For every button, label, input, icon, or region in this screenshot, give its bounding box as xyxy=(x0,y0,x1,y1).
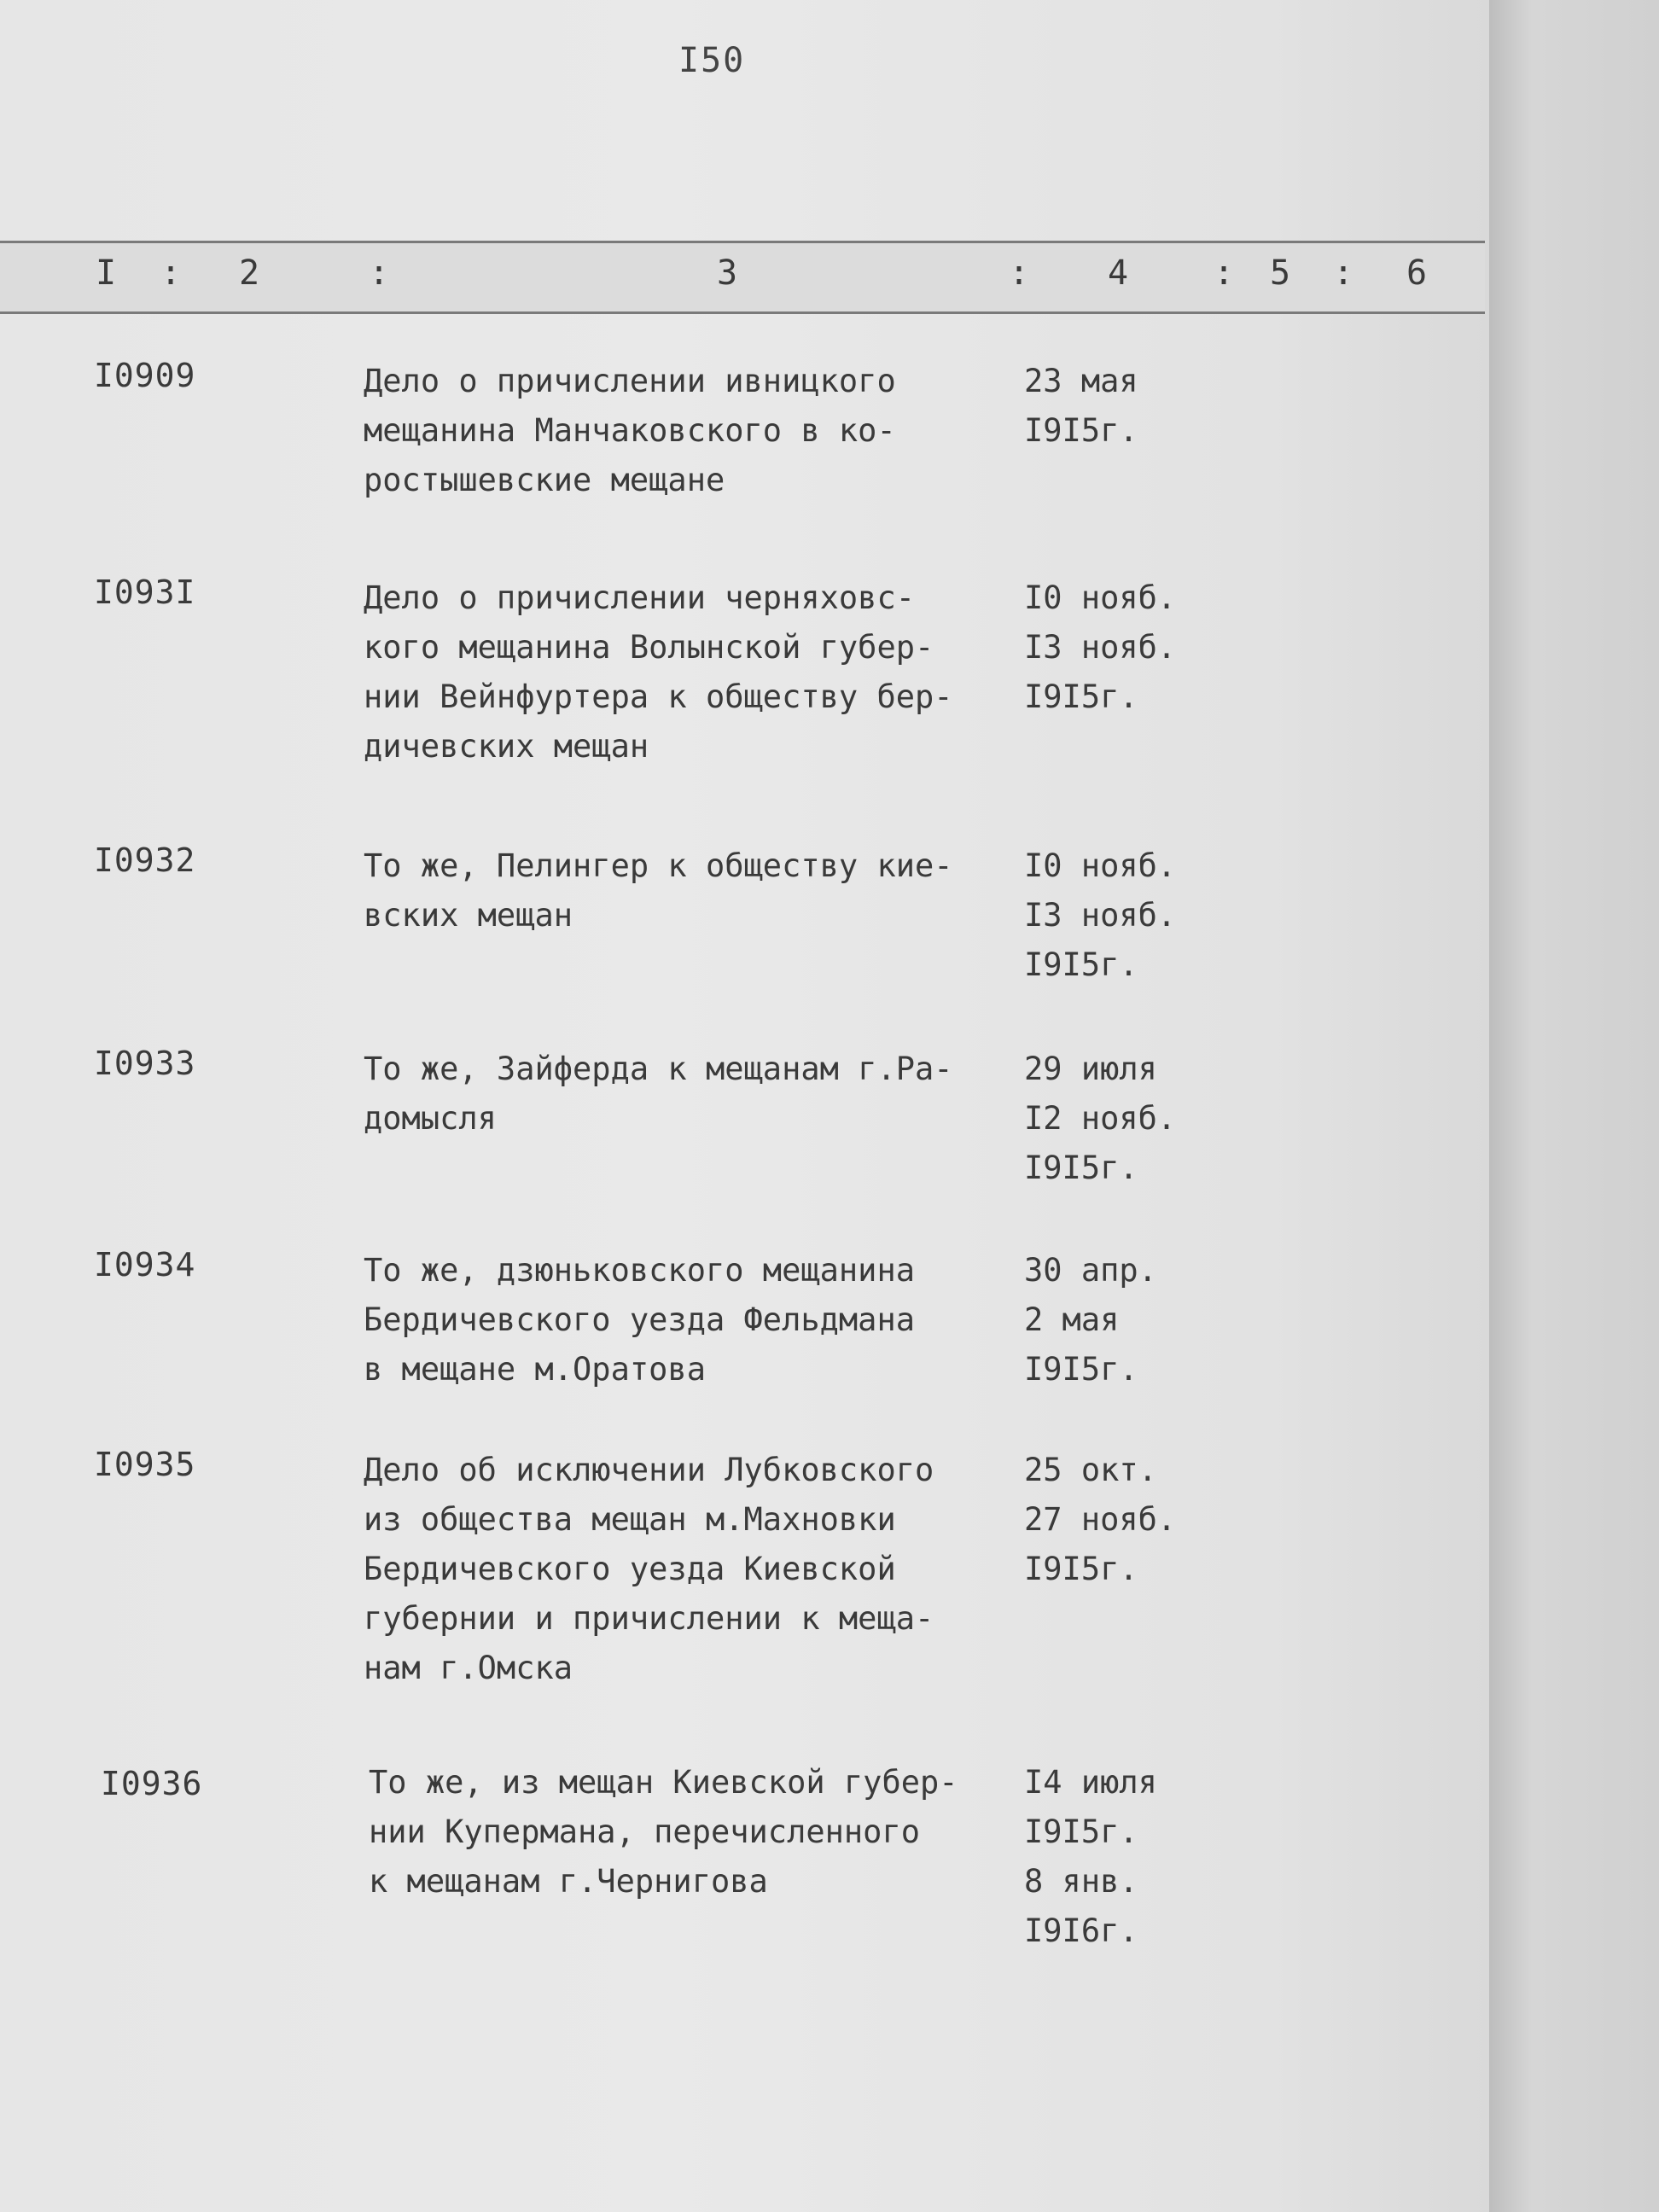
column-header-2: 2 xyxy=(239,253,260,293)
record-number: I0932 xyxy=(94,841,196,879)
description-line: из общества мещан м.Махновки xyxy=(364,1501,896,1538)
description-line: То же, Пелингер к обществу кие- xyxy=(364,847,953,884)
description-line: Бердичевского уезда Фельдмана xyxy=(364,1301,916,1338)
description-line: нам г.Омска xyxy=(364,1650,573,1686)
description-line: Дело об исключении Лубковского xyxy=(364,1452,934,1488)
page-number: I50 xyxy=(678,41,746,80)
date-line: 8 янв. xyxy=(1024,1863,1138,1900)
date-line: I9I5г. xyxy=(1024,946,1138,983)
description-line: губернии и причислении к меща- xyxy=(364,1600,934,1637)
column-header-4: 4 xyxy=(1108,253,1129,293)
record-dates xyxy=(1024,1045,1229,1193)
record-dates xyxy=(1024,1246,1229,1394)
date-line: 27 нояб. xyxy=(1024,1501,1177,1538)
description-line: к мещанам г.Чернигова xyxy=(369,1863,768,1900)
date-line: I3 нояб. xyxy=(1024,897,1177,934)
record-dates xyxy=(1024,1758,1229,1956)
date-line: 25 окт. xyxy=(1024,1452,1157,1488)
date-line: 29 июля xyxy=(1024,1051,1157,1087)
column-header-6: 6 xyxy=(1406,253,1428,293)
page-background-edge xyxy=(1489,0,1659,2212)
column-separator: : xyxy=(1214,253,1235,293)
record-number: I093I xyxy=(94,573,196,611)
date-line: I4 июля xyxy=(1024,1764,1157,1801)
description-line: нии Вейнфуртера к обществу бер- xyxy=(364,678,953,715)
description-line: в мещане м.Оратова xyxy=(364,1351,706,1388)
record-description xyxy=(364,1045,1004,1144)
column-header-1: I xyxy=(96,253,117,293)
record-description xyxy=(364,1246,1004,1394)
date-line: I0 нояб. xyxy=(1024,579,1177,616)
record-number: I0935 xyxy=(94,1446,196,1483)
record-description xyxy=(369,1758,1009,1906)
description-line: Бердичевского уезда Киевской xyxy=(364,1551,896,1587)
date-line: I2 нояб. xyxy=(1024,1100,1177,1137)
date-line: I9I5г. xyxy=(1024,678,1138,715)
description-line: нии Купермана, перечисленного xyxy=(369,1813,921,1850)
record-number: I0934 xyxy=(94,1246,196,1284)
date-line: I3 нояб. xyxy=(1024,629,1177,666)
record-description xyxy=(364,357,1004,505)
record-description xyxy=(364,573,1004,771)
record-description xyxy=(364,1446,1004,1693)
date-line: 30 апр. xyxy=(1024,1252,1157,1289)
date-line: I9I6г. xyxy=(1024,1912,1138,1949)
description-line: Дело о причислении ивницкого xyxy=(364,363,896,399)
record-number: I0909 xyxy=(94,357,196,394)
record-dates xyxy=(1024,357,1229,456)
record-dates xyxy=(1024,1446,1229,1594)
column-separator: : xyxy=(369,253,390,293)
description-line: То же, из мещан Киевской губер- xyxy=(369,1764,958,1801)
date-line: I0 нояб. xyxy=(1024,847,1177,884)
column-separator: : xyxy=(160,253,182,293)
description-line: ростышевские мещане xyxy=(364,462,725,498)
description-line: домысля xyxy=(364,1100,497,1137)
record-description xyxy=(364,841,1004,940)
description-line: То же, дзюньковского мещанина xyxy=(364,1252,916,1289)
date-line: I9I5г. xyxy=(1024,1813,1138,1850)
date-line: I9I5г. xyxy=(1024,412,1138,449)
column-separator: : xyxy=(1009,253,1030,293)
record-dates xyxy=(1024,841,1229,990)
date-line: I9I5г. xyxy=(1024,1351,1138,1388)
description-line: Дело о причислении черняховс- xyxy=(364,579,916,616)
date-line: I9I5г. xyxy=(1024,1551,1138,1587)
date-line: 2 мая xyxy=(1024,1301,1120,1338)
description-line: кого мещанина Волынской губер- xyxy=(364,629,934,666)
column-header-3: 3 xyxy=(717,253,738,293)
record-number: I0936 xyxy=(101,1765,203,1802)
description-line: дичевских мещан xyxy=(364,728,649,765)
description-line: вских мещан xyxy=(364,897,573,934)
description-line: мещанина Манчаковского в ко- xyxy=(364,412,896,449)
description-line: То же, Зайферда к мещанам г.Ра- xyxy=(364,1051,953,1087)
date-line: 23 мая xyxy=(1024,363,1138,399)
column-header-5: 5 xyxy=(1270,253,1291,293)
record-dates xyxy=(1024,573,1229,722)
date-line: I9I5г. xyxy=(1024,1150,1138,1186)
column-header-row xyxy=(0,241,1485,314)
record-number: I0933 xyxy=(94,1045,196,1082)
column-separator: : xyxy=(1333,253,1354,293)
